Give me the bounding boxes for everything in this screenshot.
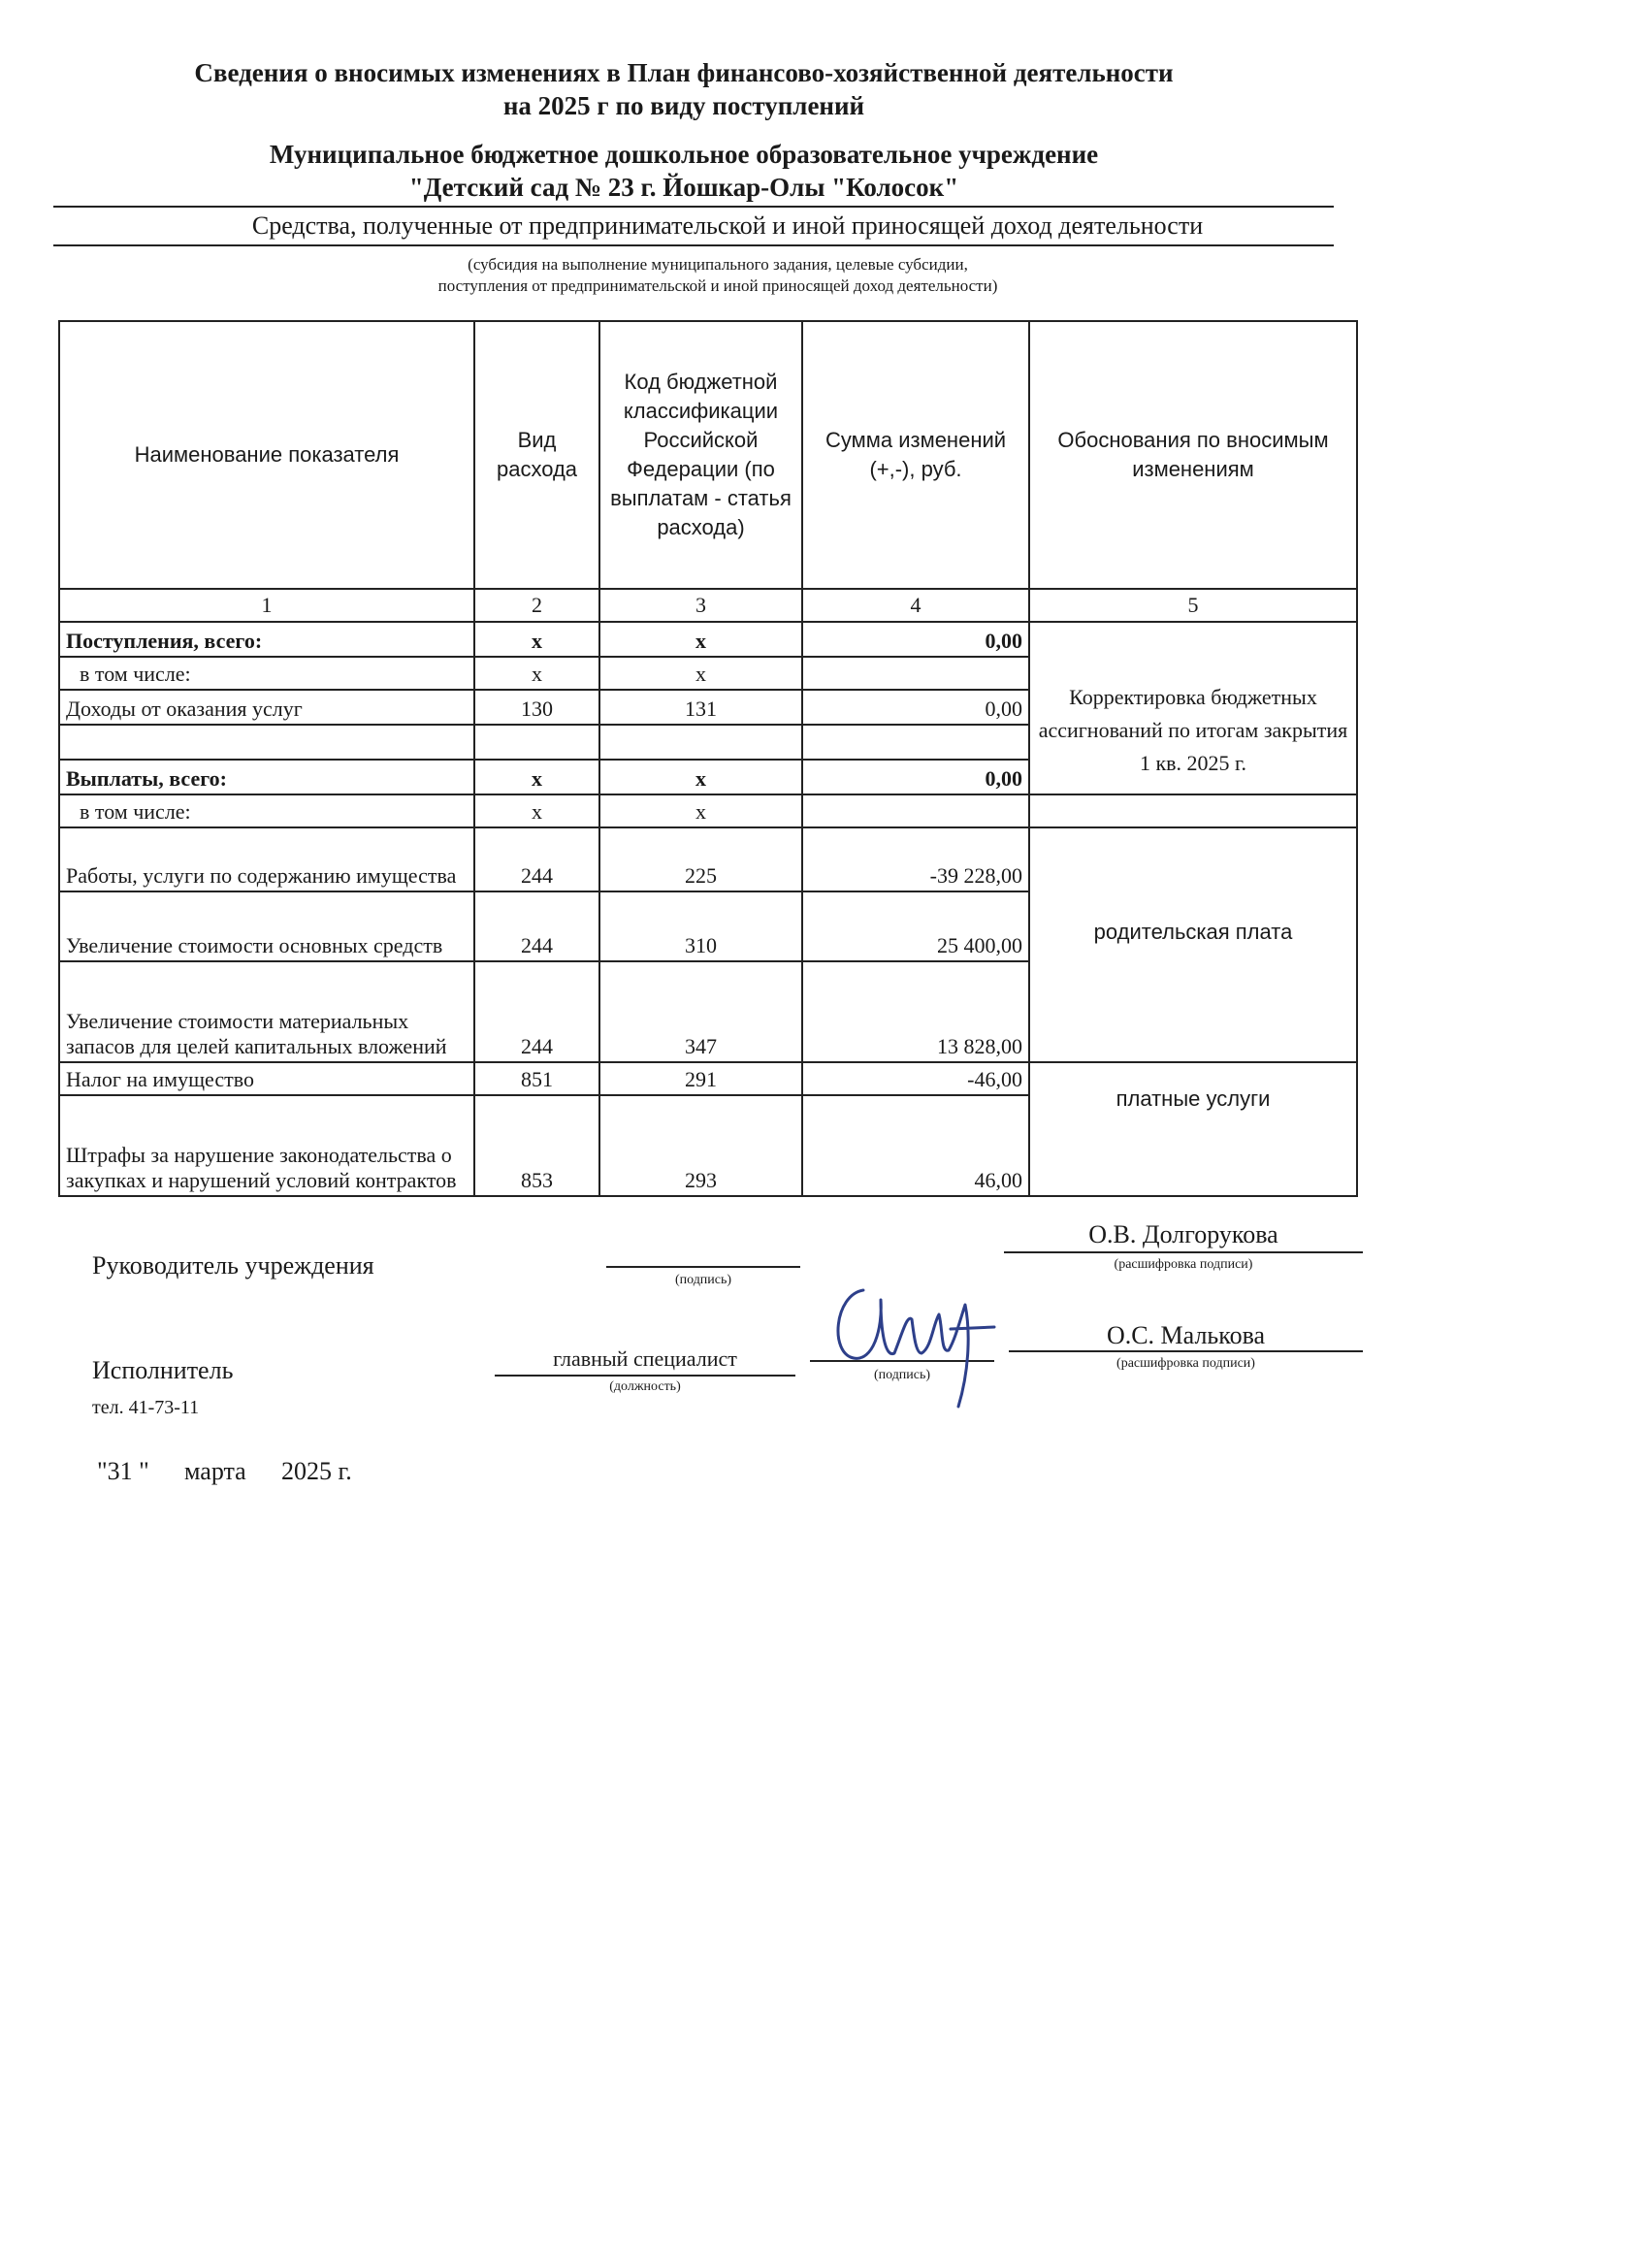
row-kod: x [599, 657, 802, 690]
changes-table [58, 320, 1358, 1197]
col-number: 4 [802, 589, 1029, 622]
head-decode-line [1004, 1251, 1363, 1253]
row-kod: 347 [599, 961, 802, 1062]
row-name: Поступления, всего: [59, 622, 474, 657]
row-sum: 46,00 [802, 1095, 1029, 1196]
head-decode-caption: (расшифровка подписи) [1114, 1257, 1253, 1272]
position-caption: (должность) [609, 1379, 681, 1394]
row-sum: 0,00 [802, 760, 1029, 794]
col-number: 5 [1029, 589, 1357, 622]
row-name: Штрафы за нарушение законодательства о закупках и нарушений условий контрактов [59, 1095, 474, 1196]
header-vid: Вид расхода [474, 321, 599, 589]
row-sum: 25 400,00 [802, 891, 1029, 961]
row-kod: x [599, 794, 802, 827]
justification-income: Корректировка бюджетных ассигнований по итогам закрытия 1 кв. 2025 г. [1029, 622, 1357, 794]
justification-paid: платные услуги [1029, 1062, 1357, 1196]
column-number-row [59, 589, 1357, 622]
header-obs: Обоснования по вносимым изменениям [1029, 321, 1357, 589]
executor-name: О.С. Малькова [1106, 1321, 1266, 1349]
executor-phone: тел. 41-73-11 [92, 1397, 200, 1418]
source-note-line-1: (субсидия на выполнение муниципального задания, целевые субсидии, [468, 255, 968, 274]
row-sum [802, 794, 1029, 827]
row-sum: 13 828,00 [802, 961, 1029, 1062]
row-vid: 851 [474, 1062, 599, 1095]
row-kod: 291 [599, 1062, 802, 1095]
row-vid: 853 [474, 1095, 599, 1196]
table-row [59, 794, 1357, 827]
row-vid [474, 725, 599, 760]
row-vid: x [474, 657, 599, 690]
funding-source: Средства, полученные от предпринимательской и иной приносящей доход деятельности [251, 211, 1204, 240]
head-sign-line [606, 1266, 800, 1268]
executor-position: главный специалист [553, 1346, 737, 1371]
source-note-line-2: поступления от предпринимательской и иной приносящей доход деятельности) [437, 276, 998, 295]
row-vid: 244 [474, 891, 599, 961]
header-kod: Код бюджетной классификации Российской Федерации (по выплатам - статья расхода) [599, 321, 802, 589]
row-vid: 130 [474, 690, 599, 725]
row-vid: 244 [474, 961, 599, 1062]
row-kod: 225 [599, 827, 802, 891]
row-name: Налог на имущество [59, 1062, 474, 1095]
org-line-2: "Детский сад № 23 г. Йошкар-Олы "Колосок" [408, 173, 959, 202]
table-header-row [59, 321, 1357, 589]
funding-source-note [291, 254, 1145, 297]
row-kod: x [599, 622, 802, 657]
document-title [126, 56, 1242, 122]
executor-decode-caption: (расшифровка подписи) [1116, 1356, 1255, 1371]
table-row [59, 622, 1357, 657]
head-name: О.В. Долгорукова [1088, 1220, 1278, 1248]
row-name: Доходы от оказания услуг [59, 690, 474, 725]
row-name: в том числе: [59, 794, 474, 827]
justification-empty [1029, 794, 1357, 827]
row-vid: x [474, 794, 599, 827]
row-kod: 310 [599, 891, 802, 961]
row-vid: 244 [474, 827, 599, 891]
date-day: "31 " [97, 1457, 149, 1485]
row-name [59, 725, 474, 760]
date-month: марта [184, 1457, 246, 1485]
header-sum: Сумма изменений (+,-), руб. [802, 321, 1029, 589]
org-line-1: Муниципальное бюджетное дошкольное образовательное учреждение [269, 140, 1099, 169]
handwritten-signature [824, 1261, 1009, 1416]
head-sign-caption: (подпись) [674, 1273, 732, 1287]
row-kod [599, 725, 802, 760]
head-label: Руководитель учреждения [92, 1251, 374, 1280]
col-number: 2 [474, 589, 599, 622]
table-row [59, 827, 1357, 891]
source-underline [53, 244, 1334, 246]
position-line [495, 1375, 795, 1377]
row-kod: 131 [599, 690, 802, 725]
title-line-2: на 2025 г по виду поступлений [502, 91, 865, 120]
row-sum: 0,00 [802, 690, 1029, 725]
row-kod: x [599, 760, 802, 794]
org-underline [53, 206, 1334, 208]
row-sum [802, 657, 1029, 690]
executor-sign-caption: (подпись) [873, 1368, 931, 1382]
executor-decode-line [1009, 1350, 1363, 1352]
row-kod: 293 [599, 1095, 802, 1196]
title-line-1: Сведения о вносимых изменениях в План финансово-хозяйственной деятельности [194, 58, 1174, 87]
date-year: 2025 г. [281, 1457, 352, 1485]
justification-parents: родительская плата [1029, 827, 1357, 1062]
row-name: Увеличение стоимости материальных запасов для целей капитальных вложений [59, 961, 474, 1062]
row-sum [802, 725, 1029, 760]
col-number: 3 [599, 589, 802, 622]
row-name: Увеличение стоимости основных средств [59, 891, 474, 961]
executor-label: Исполнитель [92, 1356, 234, 1384]
header-name: Наименование показателя [59, 321, 474, 589]
col-number: 1 [59, 589, 474, 622]
row-sum: 0,00 [802, 622, 1029, 657]
row-sum: -46,00 [802, 1062, 1029, 1095]
row-sum: -39 228,00 [802, 827, 1029, 891]
row-name: Выплаты, всего: [59, 760, 474, 794]
row-name: в том числе: [59, 657, 474, 690]
row-vid: x [474, 622, 599, 657]
row-vid: x [474, 760, 599, 794]
organization-name [126, 138, 1242, 204]
table-row [59, 1062, 1357, 1095]
row-name: Работы, услуги по содержанию имущества [59, 827, 474, 891]
